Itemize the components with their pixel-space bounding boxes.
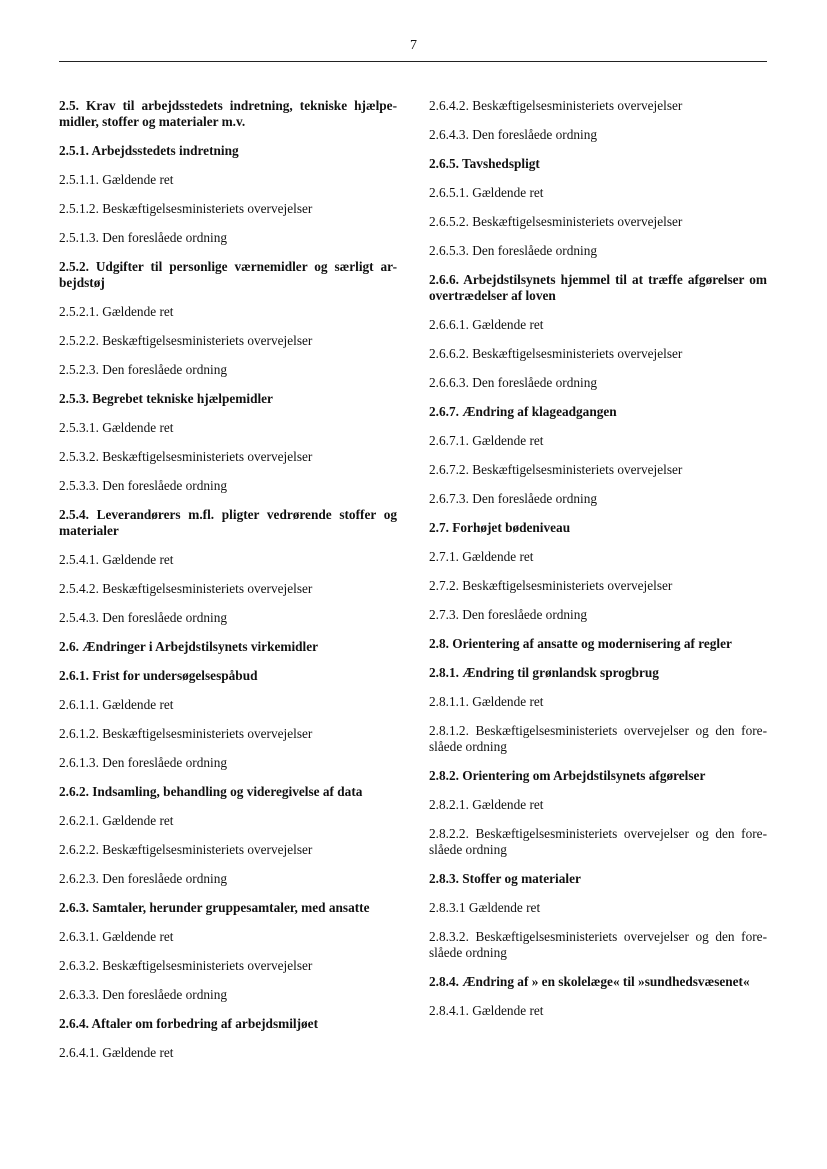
toc-heading: 2.8.2. Orientering om Arbejdstilsynets afgørelser bbox=[429, 768, 706, 783]
toc-heading: 2.5.3. Begrebet tekniske hjælpemidler bbox=[59, 391, 273, 406]
toc-heading: 2.8.1. Ændring til grønlandsk sprogbrug bbox=[429, 665, 659, 680]
toc-entry: 2.6.6.2. Beskæftigelsesministeriets overvejelser bbox=[429, 346, 683, 361]
toc-entry: 2.5.1.3. Den foreslåede ordning bbox=[59, 230, 228, 245]
toc-left-column bbox=[59, 98, 397, 1074]
toc-entry: 2.7.2. Beskæftigelsesministeriets overvejelser bbox=[429, 578, 673, 593]
toc-entry: 2.8.4.1. Gældende ret bbox=[429, 1003, 544, 1018]
page-number: 7 bbox=[410, 38, 417, 53]
toc-entry: 2.5.3.2. Beskæftigelsesministeriets overvejelser bbox=[59, 449, 313, 464]
toc-heading: 2.6.4. Aftaler om forbedring af arbejdsmiljøet bbox=[59, 1016, 318, 1031]
toc-heading: 2.6.5. Tavshedspligt bbox=[429, 156, 540, 171]
toc-entry: 2.5.4.3. Den foreslåede ordning bbox=[59, 610, 228, 625]
toc-entry: 2.6.4.3. Den foreslåede ordning bbox=[429, 127, 598, 142]
toc-entry: 2.6.5.2. Beskæftigelsesministeriets overvejelser bbox=[429, 214, 683, 229]
toc-heading: 2.6.1. Frist for undersøgelsespåbud bbox=[59, 668, 258, 683]
toc-entry: 2.6.7.3. Den foreslåede ordning bbox=[429, 491, 598, 506]
toc-entry: 2.8.3.1 Gældende ret bbox=[429, 900, 541, 915]
toc-right-column bbox=[429, 98, 767, 1032]
header-rule bbox=[59, 61, 767, 62]
toc-heading: 2.5.2. Udgifter til personlige værnemidler og særligt ar-bejdstøj bbox=[59, 259, 397, 290]
toc-entry: 2.5.4.2. Beskæftigelsesministeriets overvejelser bbox=[59, 581, 313, 596]
toc-entry: 2.6.1.2. Beskæftigelsesministeriets overvejelser bbox=[59, 726, 313, 741]
toc-heading: 2.6.2. Indsamling, behandling og videregivelse af data bbox=[59, 784, 363, 799]
toc-entry: 2.5.3.1. Gældende ret bbox=[59, 420, 174, 435]
toc-entry: 2.6.5.3. Den foreslåede ordning bbox=[429, 243, 598, 258]
toc-entry: 2.5.4.1. Gældende ret bbox=[59, 552, 174, 567]
toc-entry: 2.6.3.2. Beskæftigelsesministeriets overvejelser bbox=[59, 958, 313, 973]
toc-entry: 2.8.3.2. Beskæftigelsesministeriets overvejelser og den fore-slåede ordning bbox=[429, 929, 767, 960]
toc-entry: 2.5.3.3. Den foreslåede ordning bbox=[59, 478, 228, 493]
toc-entry: 2.6.2.3. Den foreslåede ordning bbox=[59, 871, 228, 886]
toc-entry: 2.6.7.2. Beskæftigelsesministeriets overvejelser bbox=[429, 462, 683, 477]
toc-heading: 2.6.7. Ændring af klageadgangen bbox=[429, 404, 617, 419]
toc-entry: 2.7.1. Gældende ret bbox=[429, 549, 534, 564]
toc-entry: 2.8.2.2. Beskæftigelsesministeriets overvejelser og den fore-slåede ordning bbox=[429, 826, 767, 857]
toc-entry: 2.6.5.1. Gældende ret bbox=[429, 185, 544, 200]
toc-entry: 2.6.4.2. Beskæftigelsesministeriets overvejelser bbox=[429, 98, 683, 113]
toc-entry: 2.6.6.1. Gældende ret bbox=[429, 317, 544, 332]
toc-heading: 2.5. Krav til arbejdsstedets indretning, tekniske hjælpe-midler, stoffer og materialer m.v. bbox=[59, 98, 397, 129]
toc-entry: 2.6.1.3. Den foreslåede ordning bbox=[59, 755, 228, 770]
toc-entry: 2.6.2.1. Gældende ret bbox=[59, 813, 174, 828]
toc-entry: 2.6.2.2. Beskæftigelsesministeriets overvejelser bbox=[59, 842, 313, 857]
toc-heading: 2.8.4. Ændring af » en skolelæge« til »sundhedsvæsenet« bbox=[429, 974, 750, 989]
toc-heading: 2.5.4. Leverandørers m.fl. pligter vedrørende stoffer og materialer bbox=[59, 507, 397, 538]
toc-entry: 2.5.1.2. Beskæftigelsesministeriets overvejelser bbox=[59, 201, 313, 216]
toc-heading: 2.5.1. Arbejdsstedets indretning bbox=[59, 143, 239, 158]
toc-entry: 2.5.2.1. Gældende ret bbox=[59, 304, 174, 319]
toc-entry: 2.8.1.2. Beskæftigelsesministeriets overvejelser og den fore-slåede ordning bbox=[429, 723, 767, 754]
toc-entry: 2.5.1.1. Gældende ret bbox=[59, 172, 174, 187]
toc-entry: 2.6.4.1. Gældende ret bbox=[59, 1045, 174, 1060]
toc-entry: 2.8.2.1. Gældende ret bbox=[429, 797, 544, 812]
toc-entry: 2.6.3.1. Gældende ret bbox=[59, 929, 174, 944]
toc-heading: 2.8. Orientering af ansatte og modernisering af regler bbox=[429, 636, 732, 651]
toc-entry: 2.6.1.1. Gældende ret bbox=[59, 697, 174, 712]
toc-entry: 2.5.2.3. Den foreslåede ordning bbox=[59, 362, 228, 377]
toc-heading: 2.6.3. Samtaler, herunder gruppesamtaler, med ansatte bbox=[59, 900, 370, 915]
toc-entry: 2.7.3. Den foreslåede ordning bbox=[429, 607, 588, 622]
toc-heading: 2.6. Ændringer i Arbejdstilsynets virkemidler bbox=[59, 639, 319, 654]
toc-heading: 2.8.3. Stoffer og materialer bbox=[429, 871, 581, 886]
toc-entry: 2.6.3.3. Den foreslåede ordning bbox=[59, 987, 228, 1002]
toc-entry: 2.8.1.1. Gældende ret bbox=[429, 694, 544, 709]
toc-heading: 2.7. Forhøjet bødeniveau bbox=[429, 520, 571, 535]
toc-entry: 2.6.6.3. Den foreslåede ordning bbox=[429, 375, 598, 390]
toc-entry: 2.6.7.1. Gældende ret bbox=[429, 433, 544, 448]
toc-entry: 2.5.2.2. Beskæftigelsesministeriets overvejelser bbox=[59, 333, 313, 348]
toc-heading: 2.6.6. Arbejdstilsynets hjemmel til at træffe afgørelser om overtrædelser af loven bbox=[429, 272, 767, 303]
